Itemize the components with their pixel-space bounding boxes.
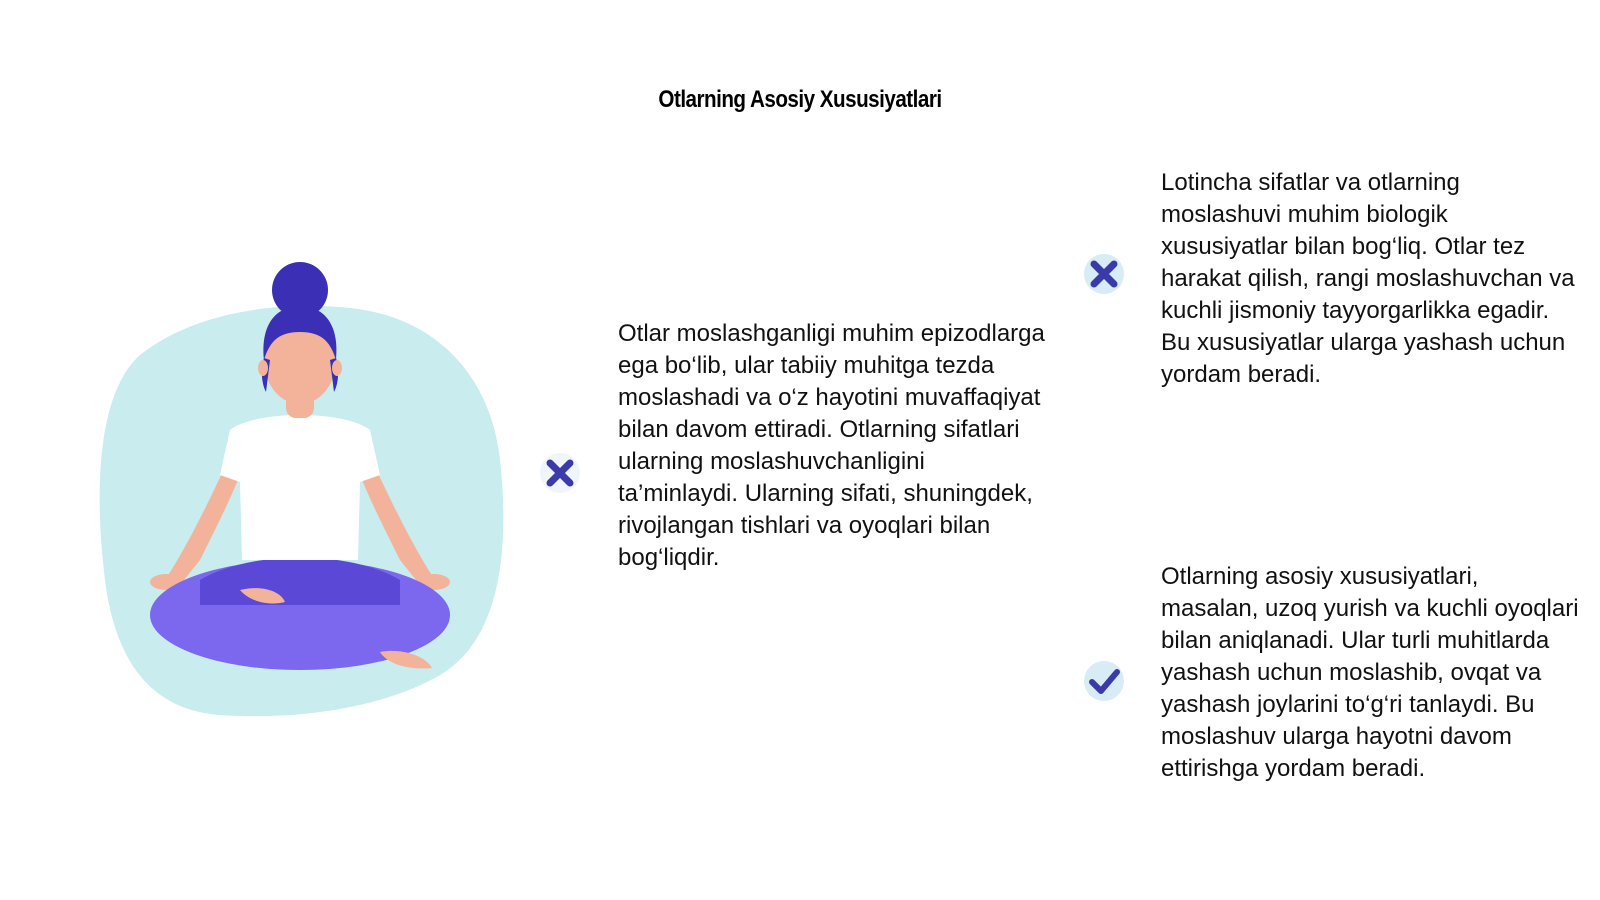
point-text-1: Otlar moslashganligi muhim epizodlarga ega bo‘lib, ular tabiiy muhitga tezda moslashadi va o‘z hayotini muvaffaqiyat bilan davom ettiradi. Otlarning sifatlari ularning moslashuvchanligini ta’minlaydi. Ularning sifati, shuningdek, rivojlangan tishlari va oyoqlari bilan bog‘liqdir. <box>618 320 1045 571</box>
point-text-3: Otlarning asosiy xususiyatlari, masalan, uzoq yurish va kuchli oyoqlari bilan aniqlanadi. Ular turli muhitlarda yashash uchun moslashib, ovqat va yashash joylarini to‘g‘ri tanlaydi. Bu moslashuv ularga hayotni davom ettirishga yordam beradi. <box>1161 563 1579 782</box>
x-mark-icon <box>1082 252 1126 296</box>
hair-bun <box>272 262 328 318</box>
left-ear <box>258 360 268 376</box>
x-mark-icon <box>538 451 582 495</box>
slide-title: Otlarning Asosiy Xususiyatlari <box>658 86 942 113</box>
check-mark-icon <box>1082 659 1126 703</box>
shirt <box>220 415 380 560</box>
point-text-2: Lotincha sifatlar va otlarning moslashuvi muhim biologik xususiyatlar bilan bog‘liq. Otlar tez harakat qilish, rangi moslashuvchan va kuchli jismoniy tayyorgarlikka egadir. Bu xususiyatlar ularga yashash uchun yordam beradi. <box>1161 169 1575 388</box>
meditating-woman-illustration <box>80 260 520 740</box>
right-ear <box>332 360 342 376</box>
